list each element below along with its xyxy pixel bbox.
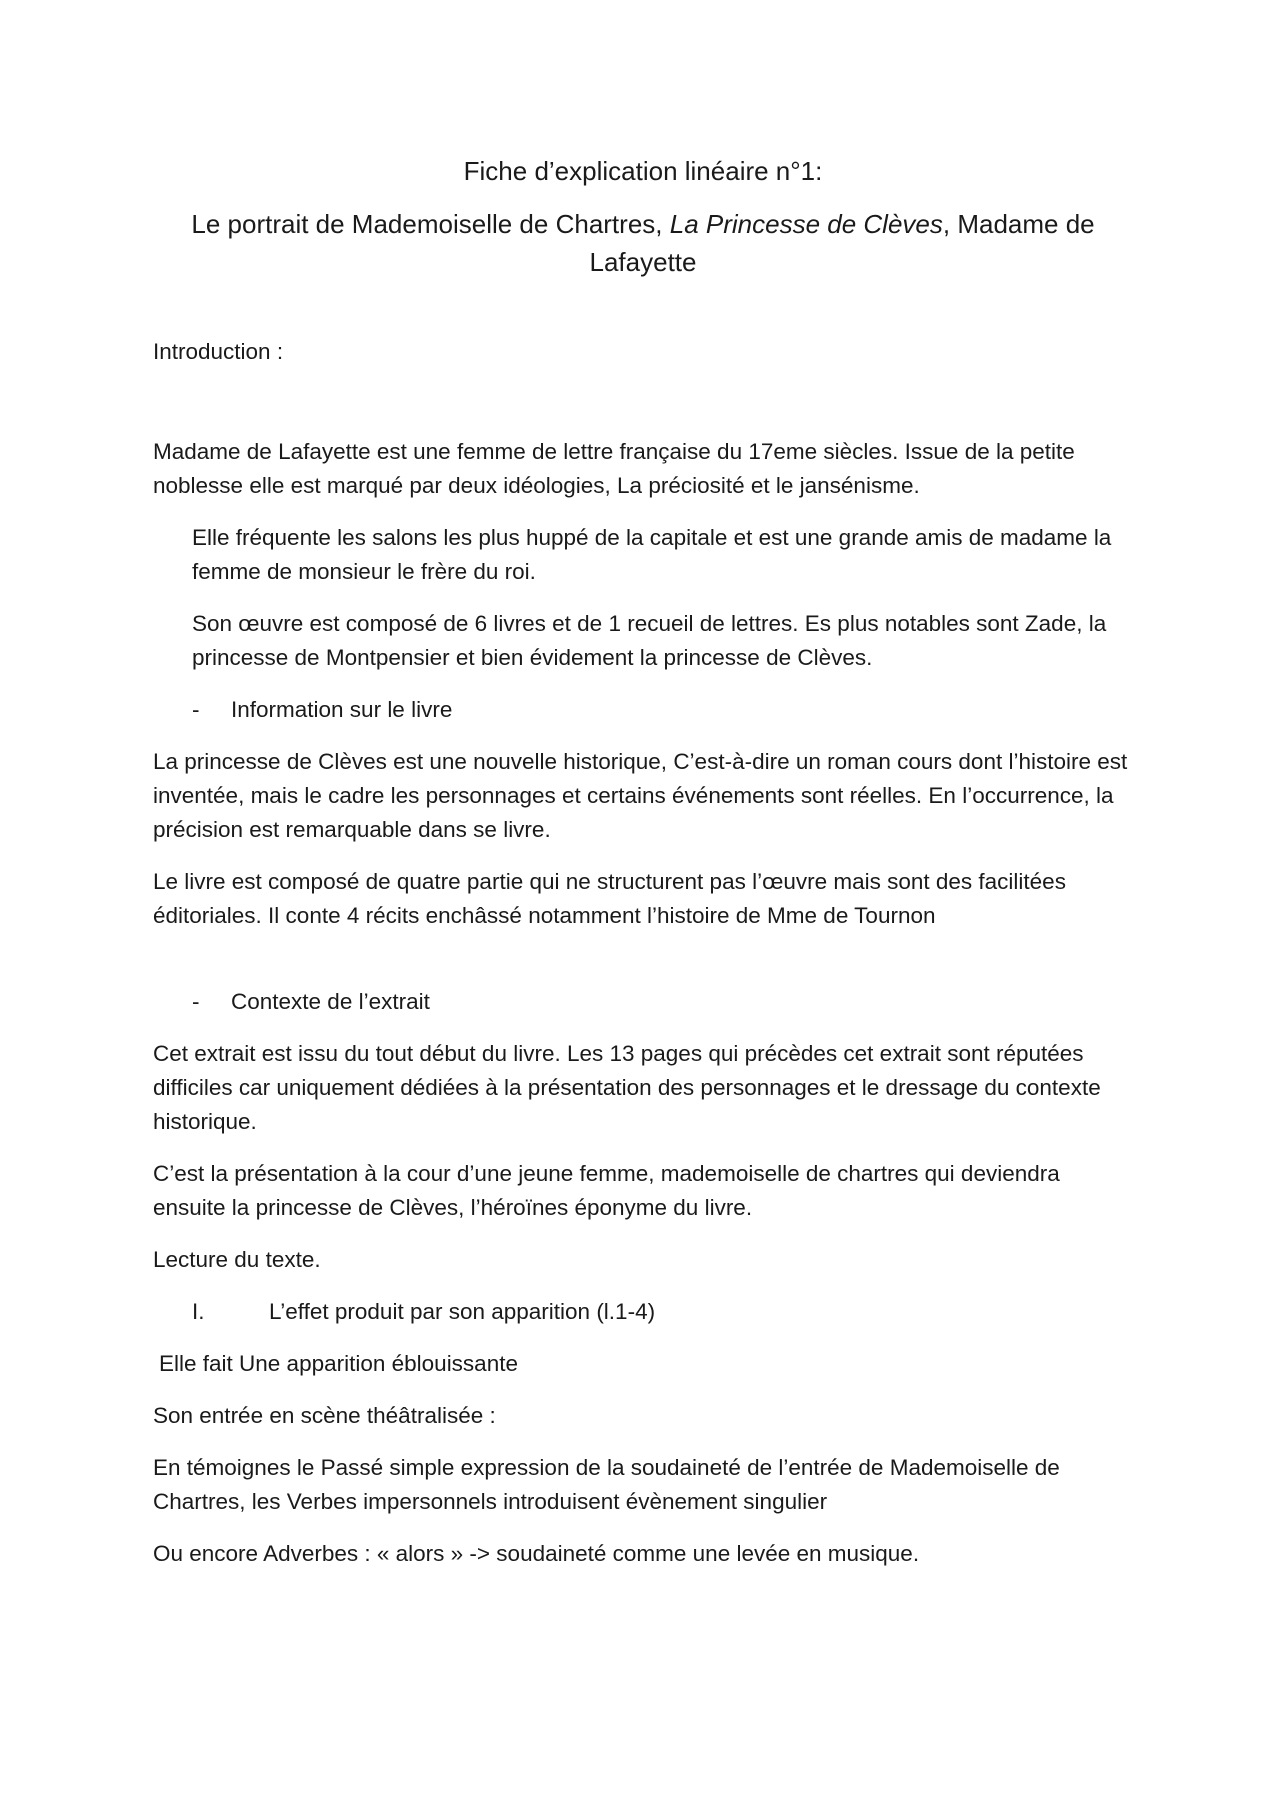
paragraph: Elle fait Une apparition éblouissante [159, 1351, 518, 1376]
bullet-item-information [192, 693, 1133, 727]
paragraph: Lecture du texte. [153, 1247, 321, 1272]
document-body [153, 152, 1133, 1589]
paragraph: C’est la présentation à la cour d’une jeune femme, mademoiselle de chartres qui deviendra ensuite la princesse de Clèves, l’héroïnes éponyme du livre. [153, 1161, 1060, 1220]
paragraph: La princesse de Clèves est une nouvelle historique, C’est-à-dire un roman cours dont l’histoire est inventée, mais le cadre les personnages et certains événements sont réelles. En l’occurrence, la précision est remarquable dans se livre. [153, 749, 1128, 842]
subtitle-text-end: , Madame de Lafayette [589, 209, 1095, 277]
numbered-heading-text: L’effet produit par son apparition (l.1-4) [269, 1299, 656, 1324]
paragraph-indented: Elle fréquente les salons les plus huppé de la capitale et est une grande amis de madame la femme de monsieur le frère du roi. [192, 525, 1112, 584]
section-heading-introduction: Introduction : [153, 339, 284, 364]
paragraph: En témoignes le Passé simple expression de la soudaineté de l’entrée de Mademoiselle de Chartres, les Verbes impersonnels introduisent évènement singulier [153, 1455, 1060, 1514]
numbered-heading-part-1 [192, 1295, 1133, 1329]
bullet-item-contexte [192, 985, 1133, 1019]
document-title: Fiche d’explication linéaire n°1: [463, 156, 823, 186]
paragraph-indented: Son œuvre est composé de 6 livres et de 1 recueil de lettres. Es plus notables sont Zade, la princesse de Montpensier et bien évidement la princesse de Clèves. [192, 611, 1107, 670]
subtitle-text-start: Le portrait de Mademoiselle de Chartres, [191, 209, 670, 239]
document-subtitle [153, 205, 1133, 281]
paragraph: Le livre est composé de quatre partie qui ne structurent pas l’œuvre mais sont des facilitées éditoriales. Il conte 4 récits enchâssé notamment l’histoire de Mme de Tournon [153, 869, 1066, 928]
paragraph: Cet extrait est issu du tout début du livre. Les 13 pages qui précèdes cet extrait sont réputées difficiles car uniquement dédiées à la présentation des personnages et le dressage du contexte historique. [153, 1041, 1101, 1134]
roman-numeral: I. [192, 1299, 205, 1324]
book-title-italic: La Princesse de Clèves [669, 209, 943, 239]
bullet-dash: - [192, 697, 200, 722]
bullet-text: Contexte de l’extrait [231, 989, 430, 1014]
bullet-text: Information sur le livre [231, 697, 453, 722]
paragraph: Ou encore Adverbes : « alors » -> soudaineté comme une levée en musique. [153, 1541, 920, 1566]
bullet-dash: - [192, 989, 200, 1014]
paragraph: Son entrée en scène théâtralisée : [153, 1403, 496, 1428]
paragraph: Madame de Lafayette est une femme de lettre française du 17eme siècles. Issue de la petite noblesse elle est marqué par deux idéologies, La préciosité et le jansénisme. [153, 439, 1075, 498]
